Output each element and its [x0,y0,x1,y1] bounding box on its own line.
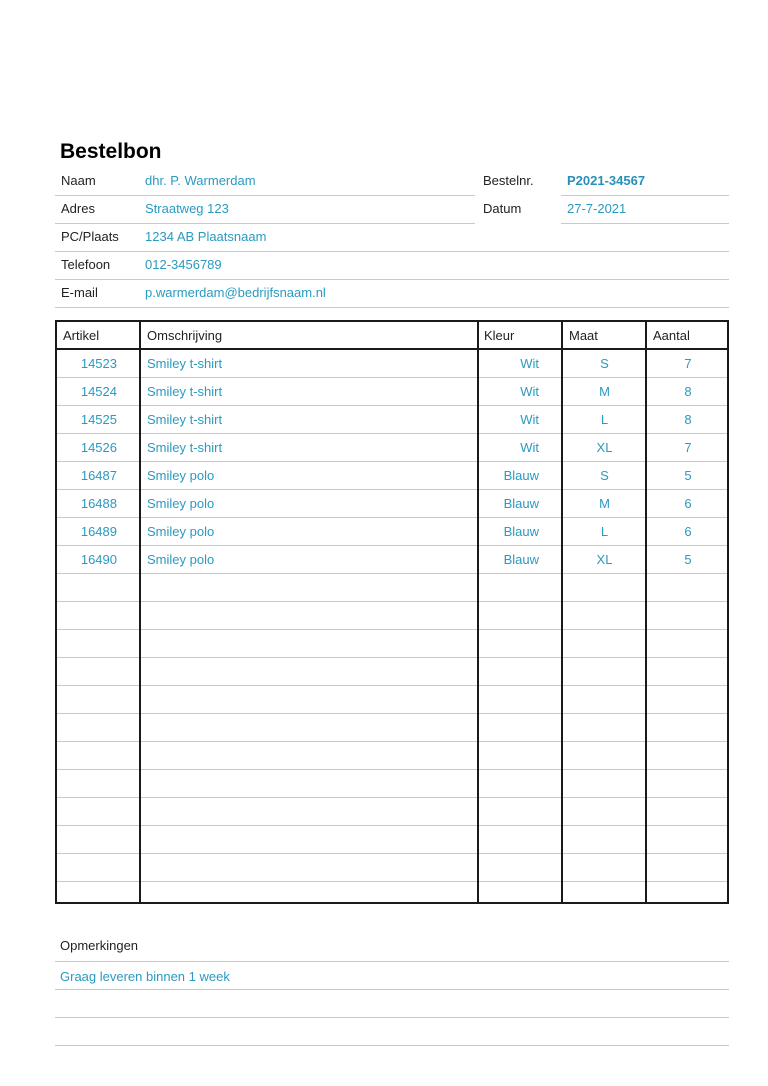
table-row [57,546,727,574]
naam-value[interactable]: dhr. P. Warmerdam [145,173,256,188]
table-row [57,518,727,546]
cell-aantal-text: 8 [684,384,692,399]
cell-omschrijving-text: Smiley polo [147,524,215,539]
cell-maat[interactable] [562,406,647,433]
header-omschrijving: Omschrijving [147,328,223,343]
email-label: E-mail [61,285,98,300]
cell-artikel[interactable] [57,350,139,377]
page-title: Bestelbon [60,140,162,163]
table-row [57,798,727,826]
table-row [57,630,727,658]
cell-omschrijving[interactable] [147,378,222,405]
header-maat: Maat [569,328,598,343]
cell-artikel-text: 14524 [80,384,117,399]
plaats-label: PC/Plaats [61,229,119,244]
order-table [55,320,729,904]
cell-kleur-text: Wit [520,412,539,427]
cell-aantal[interactable] [647,546,729,573]
table-row [57,686,727,714]
cell-omschrijving-text: Smiley t-shirt [147,356,223,371]
cell-omschrijving-text: Smiley polo [147,496,215,511]
cell-omschrijving[interactable] [147,518,214,545]
cell-kleur[interactable] [479,462,559,489]
adres-value[interactable]: Straatweg 123 [145,201,229,216]
info-row-datum [477,195,729,223]
cell-maat-text: L [600,524,609,539]
telefoon-label: Telefoon [61,257,111,272]
datum-underline [561,223,729,224]
cell-artikel[interactable] [57,490,139,517]
naam-label: Naam [61,173,96,188]
cell-omschrijving[interactable] [147,350,222,377]
column-divider [477,322,479,902]
table-row [57,378,727,406]
cell-artikel[interactable] [57,406,139,433]
cell-omschrijving-text: Smiley t-shirt [147,384,223,399]
cell-aantal-text: 5 [684,552,692,567]
cell-aantal-text: 7 [684,440,692,455]
cell-aantal[interactable] [647,378,729,405]
table-row [57,490,727,518]
cell-artikel[interactable] [57,546,139,573]
cell-aantal[interactable] [647,434,729,461]
cell-omschrijving[interactable] [147,406,222,433]
cell-maat[interactable] [562,350,647,377]
cell-artikel-text: 14526 [80,440,117,455]
header-kleur: Kleur [484,328,515,343]
cell-aantal-text: 5 [684,468,692,483]
info-row-telefoon [55,251,729,280]
cell-maat-text: XL [596,440,613,455]
cell-omschrijving[interactable] [147,462,214,489]
datum-value[interactable]: 27-7-2021 [567,201,627,216]
telefoon-value[interactable]: 012-3456789 [145,257,222,272]
cell-aantal[interactable] [647,406,729,433]
table-row [57,882,727,909]
cell-artikel[interactable] [57,462,139,489]
cell-maat-text: S [600,468,609,483]
cell-artikel[interactable] [57,434,139,461]
info-row-plaats [55,223,729,252]
cell-artikel-text: 16488 [80,496,117,511]
datum-label: Datum [483,201,522,216]
cell-aantal-text: 6 [684,496,692,511]
table-row [57,574,727,602]
cell-maat-text: XL [596,552,613,567]
cell-kleur[interactable] [479,490,559,517]
cell-maat-text: M [599,384,610,399]
cell-artikel-text: 16487 [80,468,117,483]
cell-aantal[interactable] [647,490,729,517]
table-row [57,770,727,798]
cell-maat[interactable] [562,462,647,489]
email-value[interactable]: p.warmerdam@bedrijfsnaam.nl [145,285,326,300]
table-row [57,434,727,462]
cell-aantal-text: 8 [684,412,692,427]
remarks-line [55,1045,729,1046]
cell-aantal[interactable] [647,350,729,377]
cell-kleur-text: Blauw [503,524,539,539]
cell-kleur[interactable] [479,546,559,573]
table-row [57,602,727,630]
cell-artikel-text: 14525 [80,412,117,427]
bestelnr-label: Bestelnr. [483,173,534,188]
cell-maat-text: S [600,356,609,371]
table-row [57,658,727,686]
info-row-bestelnr [477,167,729,195]
cell-kleur-text: Blauw [503,552,539,567]
cell-maat[interactable] [562,518,647,545]
info-row-email [55,279,729,308]
cell-omschrijving-text: Smiley t-shirt [147,412,223,427]
cell-kleur[interactable] [479,518,559,545]
column-divider [561,322,563,902]
cell-aantal-text: 6 [684,524,692,539]
cell-artikel-text: 16489 [80,524,117,539]
cell-maat-text: L [600,412,609,427]
adres-label: Adres [61,201,95,216]
remarks-label: Opmerkingen [60,938,139,953]
info-row-naam [55,167,475,196]
cell-kleur-text: Blauw [503,468,539,483]
header-artikel: Artikel [63,328,100,343]
table-row [57,742,727,770]
table-row [57,826,727,854]
cell-kleur[interactable] [479,378,559,405]
cell-kleur[interactable] [479,406,559,433]
cell-maat[interactable] [562,378,647,405]
remarks-line [55,989,729,990]
cell-aantal[interactable] [647,518,729,545]
info-row-adres [55,195,475,224]
table-row [57,406,727,434]
cell-omschrijving[interactable] [147,434,222,461]
column-divider [645,322,647,902]
remarks-line [55,1017,729,1018]
column-divider [139,322,141,902]
cell-kleur-text: Wit [520,440,539,455]
cell-kleur-text: Blauw [503,496,539,511]
cell-artikel-text: 14523 [80,356,117,371]
cell-aantal-text: 7 [684,356,692,371]
cell-kleur[interactable] [479,434,559,461]
cell-omschrijving-text: Smiley polo [147,468,215,483]
cell-omschrijving-text: Smiley t-shirt [147,440,223,455]
bestelnr-value[interactable]: P2021-34567 [567,173,646,188]
table-row [57,854,727,882]
table-row [57,350,727,378]
cell-omschrijving[interactable] [147,490,214,517]
cell-kleur-text: Wit [520,356,539,371]
header-aantal: Aantal [653,328,690,343]
cell-kleur-text: Wit [520,384,539,399]
cell-omschrijving-text: Smiley polo [147,552,215,567]
cell-maat[interactable] [562,546,647,573]
cell-maat-text: M [599,496,610,511]
remarks-line [55,961,729,962]
cell-kleur[interactable] [479,350,559,377]
cell-artikel-text: 16490 [80,552,117,567]
cell-artikel[interactable] [57,518,139,545]
cell-aantal[interactable] [647,462,729,489]
plaats-value[interactable]: 1234 AB Plaatsnaam [145,229,267,244]
cell-maat[interactable] [562,434,647,461]
cell-artikel[interactable] [57,378,139,405]
cell-maat[interactable] [562,490,647,517]
remarks-text[interactable]: Graag leveren binnen 1 week [60,969,230,984]
table-row [57,462,727,490]
table-row [57,714,727,742]
cell-omschrijving[interactable] [147,546,214,573]
